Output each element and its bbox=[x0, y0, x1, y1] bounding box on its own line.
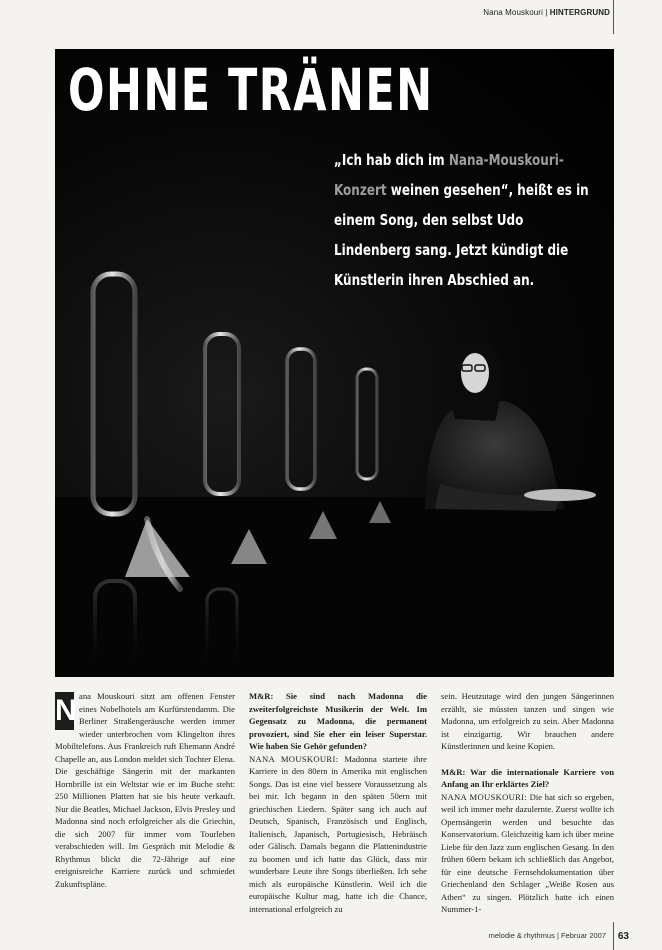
drop-cap: N bbox=[55, 692, 74, 730]
standfirst-part1: „Ich hab dich im bbox=[334, 151, 449, 169]
standfirst-part2: weinen gesehen“, heißt es in einem Song, den selbst Udo Lindenberg sang. Jetzt kündigt die Künstlerin ihren Abschied an. bbox=[334, 181, 589, 289]
running-head bbox=[483, 8, 610, 17]
interview-question-1: M&R: Sie sind nach Madonna die zweiterfolgreichste Musikerin der Welt. Im Gegensatz zu Madonna, die permanent provoziert, sind Sie eher ein leiser Superstar. Wie haben Sie Gehör gefunden? bbox=[249, 691, 427, 751]
intro-text: ana Mouskouri sitzt am offenen Fenster eines Nobelhotels am Kurfürstendamm. Die Berliner Straßengeräusche werden immer wieder unterbrochen vom Klingelton ihres Mobiltelefons. Aus Frankreich ruft Ehemann André Chapelle an, aus London meldet sich Tochter Elena. Die geschäftige Sängerin mit der markanten Hornbrille ist ein Weltstar wie er im Buche steht: 250 Millionen Platten hat sie bis heute verkauft. Nur die Beatles, Michael Jackson, Elvis Presley und Madonna sind noch erfolgreicher als die Griechin, die sich 2007 für immer vom Tourleben verabschieden will. Im Gespräch mit Melodie & Rhythmus blickt die 72-Jährige auf eine ereignisreiche Karriere zurück und schmiedet Zukunftspläne. bbox=[55, 691, 235, 889]
column-1 bbox=[55, 690, 235, 890]
header-rule bbox=[613, 0, 614, 34]
running-head-author: Nana Mouskouri bbox=[483, 8, 543, 17]
headline: OHNE TRÄNEN bbox=[68, 56, 434, 124]
singer-figure bbox=[425, 341, 596, 511]
interview-question-2: M&R: War die internationale Karriere von Anfang an Ihr erklärtes Ziel? bbox=[441, 766, 614, 789]
paragraph-gap bbox=[441, 753, 614, 766]
trumpet-3 bbox=[287, 314, 323, 529]
speaker-label: NANA MOUSKOURI: bbox=[249, 753, 339, 764]
standfirst-highlight: Nana-Mouskouri-Konzert bbox=[334, 151, 564, 199]
hero-photo bbox=[55, 49, 614, 677]
running-head-separator: | bbox=[542, 8, 550, 17]
page-number: 63 bbox=[617, 931, 629, 942]
column-3 bbox=[441, 690, 614, 916]
interview-answer-2 bbox=[441, 791, 614, 916]
speaker-label: NANA MOUSKOURI: bbox=[441, 791, 527, 802]
trumpets-and-singer-illustration bbox=[55, 49, 614, 677]
interview-answer-1-continued: sein. Heutzutage wird den jungen Sängerinnen erzählt, sie müssten tanzen und singen wie Madonna, um erfolgreich zu sein. Aber Madonna ist einzigartig. Wir brauchen andere Künstlerinnen und keine Kopien. bbox=[441, 691, 614, 751]
answer-text: Die hat sich so ergeben, weil ich immer mehr dazulernte. Zuerst wollte ich Opernsängerin werden und besuchte das Konservatorium. Gleichzeitig kam ich über meine Liebe für den Jazz zum englischen Gesang. In den frühen 60ern bekam ich schließlich das Angebot, für eine deutsche Fernsehdokumentation über Griechenland den Schlager „Weiße Rosen aus Athen“ zu singen. Plötzlich hatte ich einen Nummer-1- bbox=[441, 791, 615, 914]
footer-rule bbox=[613, 922, 614, 950]
footer-magazine: melodie & rhythmus | Februar 2007 bbox=[488, 931, 606, 940]
trumpet-4 bbox=[357, 342, 380, 519]
answer-text: Madonna startete ihre Karriere in den 80ern in Amerika mit englischen Songs. Das ist eine viel bessere Voraussetzung als bei mir. Ich begann in den späten 50ern mit griechischen Liedern. Später sang ich auch auf Deutsch, Spanisch, Französisch und Englisch, Italienisch, Japanisch, Portugiesisch, Hebräisch oder Gälisch. Damals begann die Plattenindustrie zu boomen und ich hatte das Glück, dass mir wunderbare Leute ihre Songs überließen. Ich sehe mich als europäische Künstlerin. Weil ich die europäische Kultur mag, hatte ich die Chance, international erfolgreich zu bbox=[249, 753, 428, 914]
column-2 bbox=[249, 690, 427, 915]
interview-answer-1 bbox=[249, 753, 427, 916]
running-head-section: HINTERGRUND bbox=[549, 8, 610, 17]
standfirst bbox=[334, 145, 592, 295]
